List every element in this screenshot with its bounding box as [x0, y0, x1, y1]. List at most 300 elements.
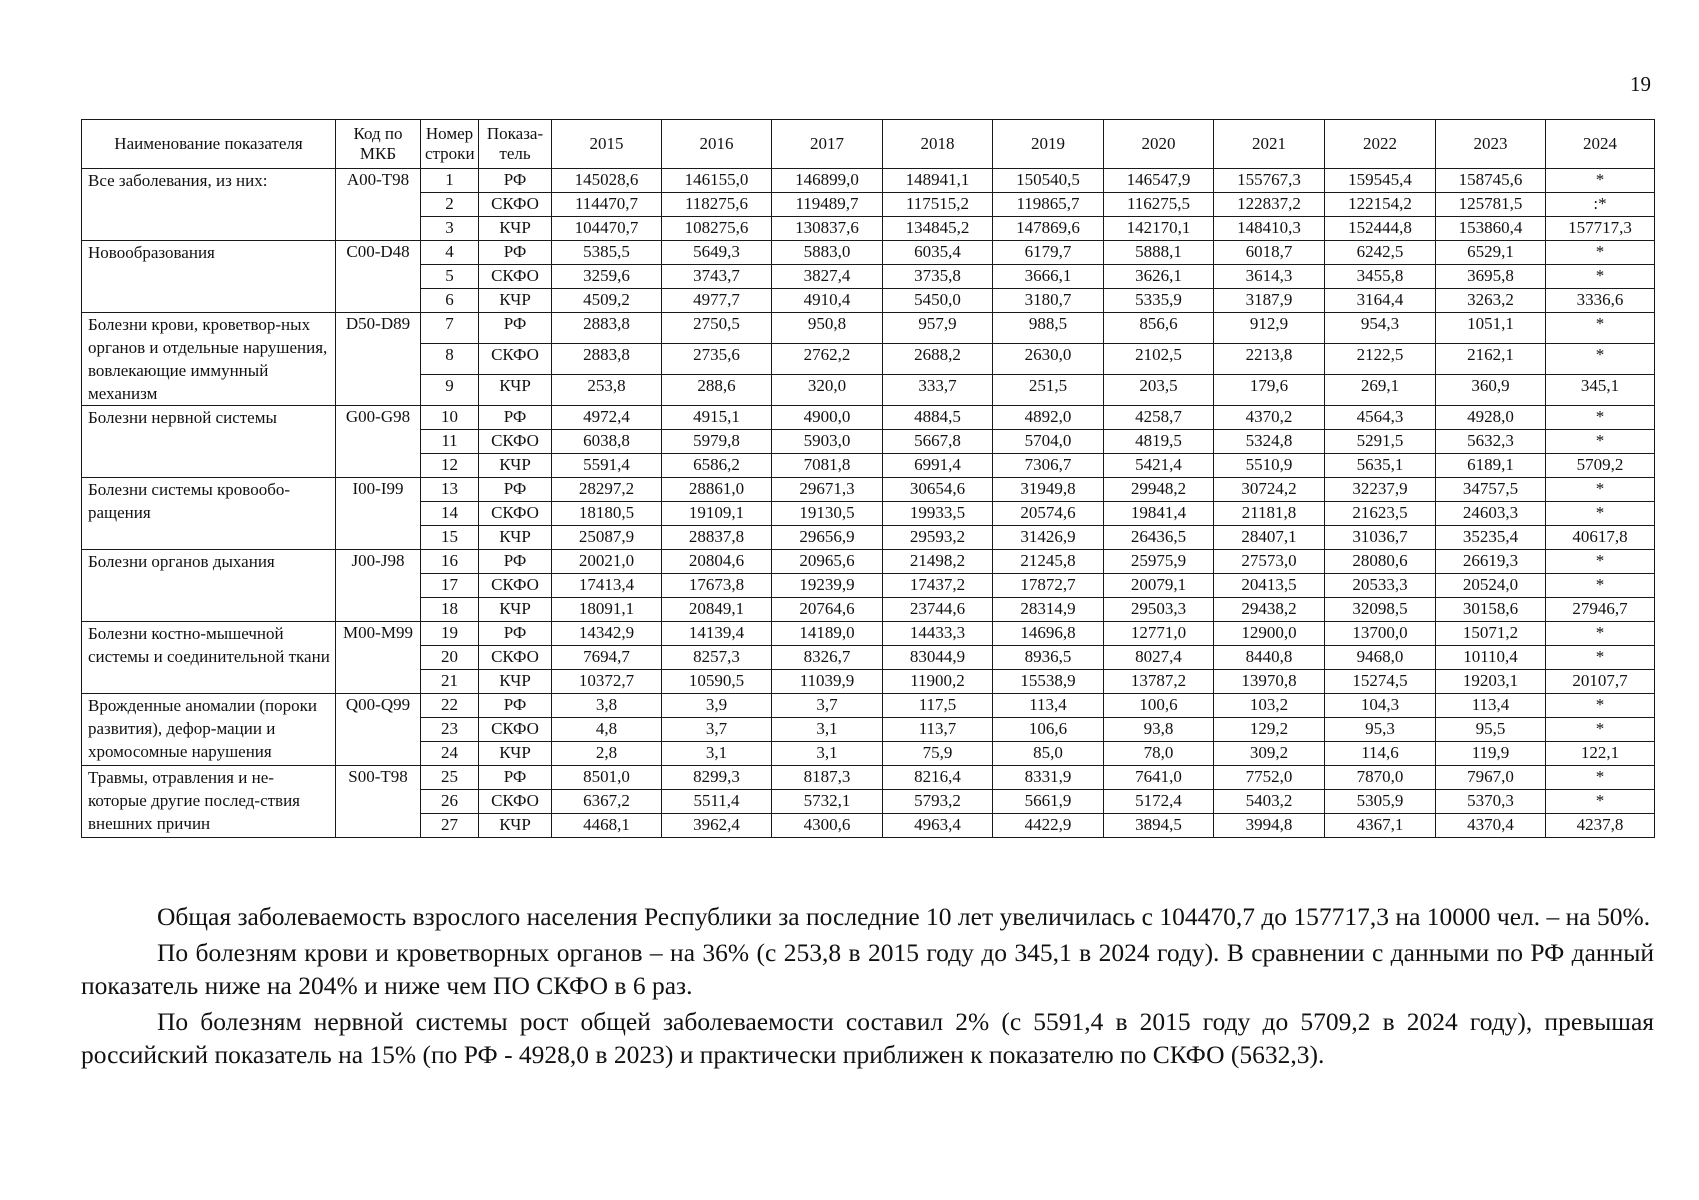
value-cell: 5510,9	[1214, 454, 1325, 478]
value-cell: 7752,0	[1214, 766, 1325, 790]
row-number-cell: 11	[421, 430, 479, 454]
row-number-cell: 17	[421, 574, 479, 598]
value-cell: 5883,0	[772, 241, 883, 265]
value-cell: *	[1546, 790, 1655, 814]
value-cell: 31426,9	[993, 526, 1104, 550]
value-cell: 5649,3	[662, 241, 772, 265]
value-cell: 20107,7	[1546, 670, 1655, 694]
value-cell: 4370,2	[1214, 406, 1325, 430]
value-cell: 34757,5	[1436, 478, 1546, 502]
value-cell: 954,3	[1325, 313, 1436, 344]
header-indicator: Показа-тель	[479, 120, 552, 169]
row-number-cell: 26	[421, 790, 479, 814]
value-cell: *	[1546, 766, 1655, 790]
value-cell: 19239,9	[772, 574, 883, 598]
value-cell: 75,9	[883, 742, 993, 766]
page-number: 19	[1630, 72, 1651, 96]
indicator-cell: РФ	[479, 241, 552, 265]
value-cell: 18091,1	[552, 598, 662, 622]
value-cell: 14696,8	[993, 622, 1104, 646]
value-cell: 20804,6	[662, 550, 772, 574]
indicator-cell: СКФО	[479, 193, 552, 217]
value-cell: 18180,5	[552, 502, 662, 526]
value-cell: 3455,8	[1325, 265, 1436, 289]
value-cell: 30654,6	[883, 478, 993, 502]
header-year: 2015	[552, 120, 662, 169]
value-cell: 29948,2	[1104, 478, 1214, 502]
value-cell: 5335,9	[1104, 289, 1214, 313]
value-cell: 360,9	[1436, 375, 1546, 406]
value-cell: 8299,3	[662, 766, 772, 790]
value-cell: 28861,0	[662, 478, 772, 502]
table-row	[82, 766, 1655, 790]
value-cell: 27946,7	[1546, 598, 1655, 622]
indicator-cell: СКФО	[479, 718, 552, 742]
value-cell: 28837,8	[662, 526, 772, 550]
value-cell: 153860,4	[1436, 217, 1546, 241]
value-cell: 3,1	[772, 742, 883, 766]
value-cell: *	[1546, 241, 1655, 265]
row-number-cell: 2	[421, 193, 479, 217]
value-cell: 21181,8	[1214, 502, 1325, 526]
value-cell: 119865,7	[993, 193, 1104, 217]
value-cell: 3695,8	[1436, 265, 1546, 289]
indicator-cell: СКФО	[479, 430, 552, 454]
value-cell: 5635,1	[1325, 454, 1436, 478]
row-number-cell: 22	[421, 694, 479, 718]
value-cell: 17872,7	[993, 574, 1104, 598]
value-cell: 4884,5	[883, 406, 993, 430]
value-cell: 19130,5	[772, 502, 883, 526]
value-cell: 3962,4	[662, 814, 772, 838]
value-cell: 6367,2	[552, 790, 662, 814]
value-cell: 203,5	[1104, 375, 1214, 406]
value-cell: 7641,0	[1104, 766, 1214, 790]
value-cell: 4,8	[552, 718, 662, 742]
value-cell: 8440,8	[1214, 646, 1325, 670]
value-cell: 3,8	[552, 694, 662, 718]
value-cell: 146547,9	[1104, 169, 1214, 193]
value-cell: 32098,5	[1325, 598, 1436, 622]
row-number-cell: 8	[421, 344, 479, 375]
header-year: 2020	[1104, 120, 1214, 169]
icd-code-cell: D50-D89	[336, 313, 421, 406]
row-number-cell: 1	[421, 169, 479, 193]
value-cell: 8027,4	[1104, 646, 1214, 670]
value-cell: 2735,6	[662, 344, 772, 375]
value-cell: 130837,6	[772, 217, 883, 241]
value-cell: 5888,1	[1104, 241, 1214, 265]
icd-code-cell: M00-M99	[336, 622, 421, 694]
value-cell: 19203,1	[1436, 670, 1546, 694]
value-cell: 3827,4	[772, 265, 883, 289]
value-cell: *	[1546, 478, 1655, 502]
indicator-cell: КЧР	[479, 375, 552, 406]
value-cell: 95,3	[1325, 718, 1436, 742]
header-year: 2019	[993, 120, 1104, 169]
indicator-name-cell: Болезни органов дыхания	[82, 550, 336, 622]
indicator-name-cell: Болезни костно-мышечной системы и соединительной ткани	[82, 622, 336, 694]
indicator-cell: КЧР	[479, 670, 552, 694]
value-cell: 28080,6	[1325, 550, 1436, 574]
value-cell: 24603,3	[1436, 502, 1546, 526]
value-cell: 31036,7	[1325, 526, 1436, 550]
value-cell: 4892,0	[993, 406, 1104, 430]
indicator-cell: СКФО	[479, 502, 552, 526]
value-cell: 158745,6	[1436, 169, 1546, 193]
value-cell: 30724,2	[1214, 478, 1325, 502]
value-cell: 26619,3	[1436, 550, 1546, 574]
value-cell: 15071,2	[1436, 622, 1546, 646]
value-cell: 345,1	[1546, 375, 1655, 406]
row-number-cell: 20	[421, 646, 479, 670]
header-year: 2024	[1546, 120, 1655, 169]
row-number-cell: 18	[421, 598, 479, 622]
value-cell: 19841,4	[1104, 502, 1214, 526]
value-cell: *	[1546, 169, 1655, 193]
row-number-cell: 24	[421, 742, 479, 766]
value-cell: 912,9	[1214, 313, 1325, 344]
row-number-cell: 27	[421, 814, 479, 838]
value-cell: 3,9	[662, 694, 772, 718]
value-cell: *	[1546, 265, 1655, 289]
value-cell: 83044,9	[883, 646, 993, 670]
value-cell: 21245,8	[993, 550, 1104, 574]
value-cell: 2122,5	[1325, 344, 1436, 375]
indicator-cell: КЧР	[479, 289, 552, 313]
value-cell: 8187,3	[772, 766, 883, 790]
value-cell: 148941,1	[883, 169, 993, 193]
indicator-cell: КЧР	[479, 526, 552, 550]
value-cell: *	[1546, 622, 1655, 646]
value-cell: 5324,8	[1214, 430, 1325, 454]
value-cell: 2762,2	[772, 344, 883, 375]
value-cell: 3,7	[772, 694, 883, 718]
value-cell: 3626,1	[1104, 265, 1214, 289]
value-cell: 9468,0	[1325, 646, 1436, 670]
value-cell: 269,1	[1325, 375, 1436, 406]
value-cell: 113,4	[1436, 694, 1546, 718]
value-cell: 113,7	[883, 718, 993, 742]
value-cell: 29671,3	[772, 478, 883, 502]
indicator-cell: РФ	[479, 406, 552, 430]
paragraph: По болезням нервной системы рост общей заболеваемости составил 2% (с 5591,4 в 2015 году до 5709,2 в 2024 году), превышая российский показатель на 15% (по РФ - 4928,0 в 2023) и практически приближен к показателю по СКФО (5632,3).	[81, 1006, 1654, 1069]
value-cell: 25975,9	[1104, 550, 1214, 574]
value-cell: 17413,4	[552, 574, 662, 598]
value-cell: 3187,9	[1214, 289, 1325, 313]
summary-text	[81, 900, 1654, 1074]
value-cell: 4468,1	[552, 814, 662, 838]
value-cell: 152444,8	[1325, 217, 1436, 241]
value-cell: 20079,1	[1104, 574, 1214, 598]
value-cell: 113,4	[993, 694, 1104, 718]
value-cell: 5732,1	[772, 790, 883, 814]
value-cell: 11900,2	[883, 670, 993, 694]
value-cell: 5661,9	[993, 790, 1104, 814]
value-cell: 5450,0	[883, 289, 993, 313]
indicator-cell: СКФО	[479, 790, 552, 814]
value-cell: 2688,2	[883, 344, 993, 375]
value-cell: 5172,4	[1104, 790, 1214, 814]
value-cell: 13787,2	[1104, 670, 1214, 694]
row-number-cell: 16	[421, 550, 479, 574]
row-number-cell: 23	[421, 718, 479, 742]
value-cell: 20574,6	[993, 502, 1104, 526]
value-cell: 3614,3	[1214, 265, 1325, 289]
value-cell: 119489,7	[772, 193, 883, 217]
value-cell: 17437,2	[883, 574, 993, 598]
value-cell: 2213,8	[1214, 344, 1325, 375]
value-cell: 116275,5	[1104, 193, 1214, 217]
paragraph: По болезням крови и кроветворных органов – на 36% (с 253,8 в 2015 году до 345,1 в 2024 году). В сравнении с данными по РФ данный показатель ниже на 204% и ниже чем ПО СКФО в 6 раз.	[81, 937, 1654, 1000]
header-year: 2017	[772, 120, 883, 169]
value-cell: 20533,3	[1325, 574, 1436, 598]
value-cell: 4928,0	[1436, 406, 1546, 430]
value-cell: 5403,2	[1214, 790, 1325, 814]
value-cell: 6035,4	[883, 241, 993, 265]
value-cell: 3666,1	[993, 265, 1104, 289]
value-cell: 957,9	[883, 313, 993, 344]
value-cell: 14139,4	[662, 622, 772, 646]
value-cell: 5291,5	[1325, 430, 1436, 454]
value-cell: 5370,3	[1436, 790, 1546, 814]
value-cell: 10372,7	[552, 670, 662, 694]
value-cell: 95,5	[1436, 718, 1546, 742]
value-cell: 12771,0	[1104, 622, 1214, 646]
value-cell: 29593,2	[883, 526, 993, 550]
value-cell: 1051,1	[1436, 313, 1546, 344]
value-cell: *	[1546, 574, 1655, 598]
value-cell: 7306,7	[993, 454, 1104, 478]
value-cell: 4564,3	[1325, 406, 1436, 430]
value-cell: 8936,5	[993, 646, 1104, 670]
value-cell: 5385,5	[552, 241, 662, 265]
value-cell: 3994,8	[1214, 814, 1325, 838]
value-cell: 4370,4	[1436, 814, 1546, 838]
header-code: Код по МКБ	[336, 120, 421, 169]
value-cell: 20764,6	[772, 598, 883, 622]
indicator-cell: РФ	[479, 313, 552, 344]
indicator-cell: КЧР	[479, 814, 552, 838]
row-number-cell: 4	[421, 241, 479, 265]
value-cell: 40617,8	[1546, 526, 1655, 550]
value-cell: 117,5	[883, 694, 993, 718]
value-cell: 5421,4	[1104, 454, 1214, 478]
header-year: 2018	[883, 120, 993, 169]
header-year: 2023	[1436, 120, 1546, 169]
value-cell: 6586,2	[662, 454, 772, 478]
value-cell: 4258,7	[1104, 406, 1214, 430]
value-cell: 3,7	[662, 718, 772, 742]
value-cell: 8501,0	[552, 766, 662, 790]
value-cell: *	[1546, 313, 1655, 344]
value-cell: 3894,5	[1104, 814, 1214, 838]
value-cell: 4900,0	[772, 406, 883, 430]
value-cell: 20965,6	[772, 550, 883, 574]
table-row	[82, 406, 1655, 430]
row-number-cell: 12	[421, 454, 479, 478]
row-number-cell: 13	[421, 478, 479, 502]
value-cell: 157717,3	[1546, 217, 1655, 241]
value-cell: 7081,8	[772, 454, 883, 478]
value-cell: 6189,1	[1436, 454, 1546, 478]
value-cell: 4819,5	[1104, 430, 1214, 454]
value-cell: 14433,3	[883, 622, 993, 646]
value-cell: 2750,5	[662, 313, 772, 344]
value-cell: 4300,6	[772, 814, 883, 838]
value-cell: 17673,8	[662, 574, 772, 598]
value-cell: 150540,5	[993, 169, 1104, 193]
icd-code-cell: A00-T98	[336, 169, 421, 241]
table-row	[82, 694, 1655, 718]
icd-code-cell: Q00-Q99	[336, 694, 421, 766]
value-cell: 20413,5	[1214, 574, 1325, 598]
value-cell: 15538,9	[993, 670, 1104, 694]
value-cell: 988,5	[993, 313, 1104, 344]
row-number-cell: 25	[421, 766, 479, 790]
value-cell: 5591,4	[552, 454, 662, 478]
value-cell: 100,6	[1104, 694, 1214, 718]
value-cell: 2102,5	[1104, 344, 1214, 375]
icd-code-cell: J00-J98	[336, 550, 421, 622]
value-cell: 4422,9	[993, 814, 1104, 838]
value-cell: 28297,2	[552, 478, 662, 502]
header-year: 2022	[1325, 120, 1436, 169]
table-row	[82, 313, 1655, 344]
value-cell: 7967,0	[1436, 766, 1546, 790]
table-row	[82, 478, 1655, 502]
value-cell: 5667,8	[883, 430, 993, 454]
value-cell: 5704,0	[993, 430, 1104, 454]
value-cell: 104,3	[1325, 694, 1436, 718]
value-cell: 856,6	[1104, 313, 1214, 344]
header-year: 2016	[662, 120, 772, 169]
value-cell: 26436,5	[1104, 526, 1214, 550]
value-cell: 3,1	[662, 742, 772, 766]
indicator-cell: КЧР	[479, 217, 552, 241]
value-cell: 8257,3	[662, 646, 772, 670]
value-cell: 142170,1	[1104, 217, 1214, 241]
value-cell: 8331,9	[993, 766, 1104, 790]
indicator-cell: РФ	[479, 694, 552, 718]
value-cell: 29438,2	[1214, 598, 1325, 622]
icd-code-cell: C00-D48	[336, 241, 421, 313]
value-cell: 23744,6	[883, 598, 993, 622]
value-cell: 5511,4	[662, 790, 772, 814]
table-row	[82, 622, 1655, 646]
value-cell: 8326,7	[772, 646, 883, 670]
value-cell: 85,0	[993, 742, 1104, 766]
indicator-name-cell: Все заболевания, из них:	[82, 169, 336, 241]
value-cell: 11039,9	[772, 670, 883, 694]
value-cell: 114470,7	[552, 193, 662, 217]
value-cell: 134845,2	[883, 217, 993, 241]
value-cell: 14189,0	[772, 622, 883, 646]
value-cell: 35235,4	[1436, 526, 1546, 550]
indicator-cell: РФ	[479, 766, 552, 790]
icd-code-cell: G00-G98	[336, 406, 421, 478]
value-cell: 159545,4	[1325, 169, 1436, 193]
row-number-cell: 21	[421, 670, 479, 694]
value-cell: 28314,9	[993, 598, 1104, 622]
value-cell: *	[1546, 646, 1655, 670]
value-cell: 104470,7	[552, 217, 662, 241]
value-cell: 29656,9	[772, 526, 883, 550]
indicator-cell: СКФО	[479, 344, 552, 375]
table-body	[82, 169, 1655, 838]
value-cell: 950,8	[772, 313, 883, 344]
value-cell: 147869,6	[993, 217, 1104, 241]
indicator-cell: РФ	[479, 550, 552, 574]
row-number-cell: 15	[421, 526, 479, 550]
value-cell: 19933,5	[883, 502, 993, 526]
value-cell: 103,2	[1214, 694, 1325, 718]
value-cell: :*	[1546, 193, 1655, 217]
value-cell: 6018,7	[1214, 241, 1325, 265]
value-cell: 129,2	[1214, 718, 1325, 742]
value-cell: 32237,9	[1325, 478, 1436, 502]
value-cell: 4237,8	[1546, 814, 1655, 838]
value-cell: 4509,2	[552, 289, 662, 313]
value-cell: 122154,2	[1325, 193, 1436, 217]
value-cell: 21498,2	[883, 550, 993, 574]
value-cell: 114,6	[1325, 742, 1436, 766]
indicator-cell: КЧР	[479, 454, 552, 478]
value-cell: 6179,7	[993, 241, 1104, 265]
value-cell: 320,0	[772, 375, 883, 406]
value-cell: 146899,0	[772, 169, 883, 193]
value-cell: *	[1546, 502, 1655, 526]
indicator-name-cell: Болезни системы кровообо-ращения	[82, 478, 336, 550]
value-cell: *	[1546, 694, 1655, 718]
indicator-name-cell: Травмы, отравления и не-которые другие послед-ствия внешних причин	[82, 766, 336, 838]
value-cell: 2883,8	[552, 313, 662, 344]
value-cell: 20021,0	[552, 550, 662, 574]
value-cell: 25087,9	[552, 526, 662, 550]
value-cell: 3164,4	[1325, 289, 1436, 313]
value-cell: 179,6	[1214, 375, 1325, 406]
value-cell: 2883,8	[552, 344, 662, 375]
value-cell: 21623,5	[1325, 502, 1436, 526]
value-cell: 146155,0	[662, 169, 772, 193]
value-cell: 2630,0	[993, 344, 1104, 375]
row-number-cell: 5	[421, 265, 479, 289]
value-cell: 106,6	[993, 718, 1104, 742]
value-cell: *	[1546, 550, 1655, 574]
table-header-row	[82, 120, 1655, 169]
row-number-cell: 19	[421, 622, 479, 646]
indicator-cell: СКФО	[479, 574, 552, 598]
value-cell: 5632,3	[1436, 430, 1546, 454]
table-row	[82, 241, 1655, 265]
row-number-cell: 6	[421, 289, 479, 313]
value-cell: 15274,5	[1325, 670, 1436, 694]
value-cell: 2,8	[552, 742, 662, 766]
value-cell: 3180,7	[993, 289, 1104, 313]
value-cell: 6242,5	[1325, 241, 1436, 265]
value-cell: 5979,8	[662, 430, 772, 454]
indicator-cell: РФ	[479, 478, 552, 502]
value-cell: 122,1	[1546, 742, 1655, 766]
value-cell: 20849,1	[662, 598, 772, 622]
value-cell: *	[1546, 430, 1655, 454]
indicator-cell: РФ	[479, 169, 552, 193]
indicator-name-cell: Врожденные аномалии (пороки развития), дефор-мации и хромосомные нарушения	[82, 694, 336, 766]
indicator-cell: РФ	[479, 622, 552, 646]
indicator-name-cell: Болезни нервной системы	[82, 406, 336, 478]
value-cell: 4963,4	[883, 814, 993, 838]
header-name: Наименование показателя	[82, 120, 336, 169]
